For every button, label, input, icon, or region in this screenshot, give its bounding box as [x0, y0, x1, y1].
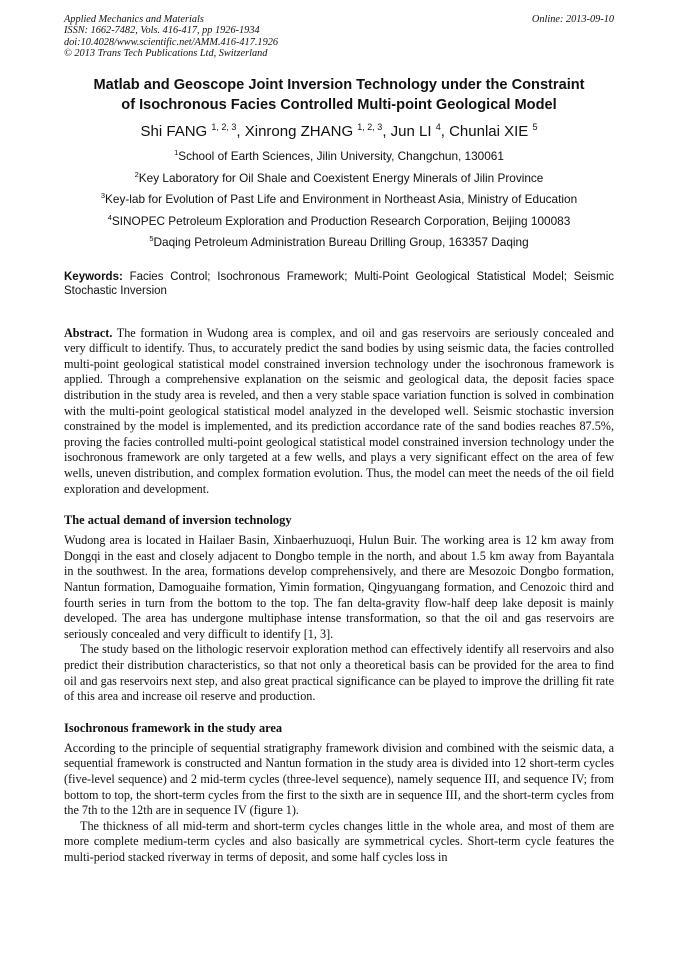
- affiliation: $^3$Key-lab for Evolution of Past Life and Environment in Northeast Asia, Ministry of Education: [100, 191, 578, 207]
- copyright-line: © 2013 Trans Tech Publications Ltd, Switzerland: [64, 47, 268, 59]
- doi-line: doi:10.4028/www.scientific.net/AMM.416-417.1926: [64, 36, 279, 48]
- issn-line: ISSN: 1662-7482, Vols. 416-417, pp 1926-1934: [64, 25, 260, 37]
- author-affiliation-marker: 1, 2, 3: [357, 122, 383, 133]
- author-affiliation-marker: 1, 2, 3: [211, 122, 237, 133]
- author-name: Xinrong ZHANG: [244, 123, 354, 141]
- keywords-label: Keywords:: [64, 270, 123, 283]
- journal-name: Applied Mechanics and Materials: [64, 14, 204, 25]
- section-heading: The actual demand of inversion technology: [64, 513, 292, 528]
- affiliation: $^2$Key Laboratory for Oil Shale and Coexistent Energy Minerals of Jilin Province: [134, 169, 544, 185]
- abstract: [64, 326, 614, 498]
- author-name: Jun LI: [390, 123, 432, 141]
- abstract-label: Abstract.: [64, 325, 113, 340]
- keywords: [64, 270, 614, 299]
- body-paragraph: According to the principle of sequential stratigraphy framework division and combined with the seismic data, a sequential framework is constructed and Nantun formation in the study area is divided into 12 short-term cycles (five-level sequence) and 2 mid-term cycles (three-level sequence), namely sequence III, and sequence IV; from bottom to top, the short-term cycles from the first to the sixth are in sequence III, and the short-term cycles from the 7th to the 12th are in sequence IV (figure 1).: [64, 740, 614, 818]
- paper-title: [64, 75, 614, 115]
- author-list: Shi FANG $^{1, 2, 3}$, Xinrong ZHANG $^{1, 2, 3}$, Jun LI $^4$, Chunlai XIE $^5$: [140, 122, 538, 141]
- body-paragraph: The thickness of all mid-term and short-term cycles changes little in the whole area, and most of them are more complete medium-term cycles and also basically are symmetrical cycles. Short-term cycle features the multi-period stacked riverway in terms of deposit, and some half cycles loss in: [64, 818, 614, 864]
- online-date: Online: 2013-09-10: [531, 14, 614, 25]
- body-paragraph: Wudong area is located in Hailaer Basin, Xinbaerhuzuoqi, Hulun Buir. The working area is 12 km away from Dongqi in the east and closely adjacent to Dongbo temple in the north, and about 1.5 km away from Bayantala in the southwest. In the area, formations develop comprehensively, and there are Mesozoic Dongbo formation, Nantun formation, Damoguaihe formation, Yimin formation, Qingyuangang formation, and Cenozoic third and fourth series in turn from the bottom to the top. The fan delta-gravity flow-half deep lake deposit is mainly developed. The area has undergone multiphase intense transformation, so that the oil and gas reservoirs are seriously concealed and very difficult to identify [1, 3].: [64, 533, 614, 641]
- affiliation-list: [64, 146, 614, 254]
- journal-header: [64, 14, 614, 59]
- author-name: Chunlai XIE: [449, 123, 529, 141]
- author-affiliation-marker: 4: [435, 122, 441, 133]
- keywords-text: Facies Control; Isochronous Framework; Multi-Point Geological Statistical Model; Seismic Stochastic Inversion: [64, 270, 614, 298]
- title-line-2: of Isochronous Facies Controlled Multi-point Geological Model: [121, 97, 557, 114]
- author-name: Shi FANG: [140, 123, 208, 141]
- body-paragraph: The study based on the lithologic reservoir exploration method can effectively identify all reservoirs and also predict their distribution characteristics, so that not only a theoretical basis can be provided for the area to find oil and gas reservoirs next step, and also great practical significance can be played to improve the drilling fit rate of this area and increase oil reserve and production.: [64, 642, 614, 704]
- affiliation: $^5$Daqing Petroleum Administration Bureau Drilling Group, 163357 Daqing: [149, 234, 529, 250]
- affiliation: $^4$SINOPEC Petroleum Exploration and Production Research Corporation, Beijing 100083: [107, 212, 571, 228]
- affiliation: $^1$School of Earth Sciences, Jilin University, Changchun, 130061: [174, 148, 504, 164]
- abstract-text: The formation in Wudong area is complex, and oil and gas reservoirs are seriously concealed and very difficult to identify. Thus, to accurately predict the sand bodies by using seismic data, the facies controlled multi-point geological statistical model constrained inversion technology under the isochronous framework is applied. Through a comprehensive explanation on the seismic and geological data, the deposit facies space distribution in the study area is reveled, and then a very stable space variation function is solved in combination with the multi-point geological statistical model analyzed in the developed well. Seismic stochastic inversion constrained by the model is implemented, and its prediction accordance rate of the sand bodies reaches 87.5%, proving the facies controlled multi-point geological statistical model constrained inversion technology under the isochronous framework are only targeted at a few wells, and plays a very significant effect on the area of few wells, uneven distribution, and complex formation evolution. Thus, the model can meet the needs of the oil field exploration and development.: [64, 325, 614, 496]
- author-affiliation-marker: 5: [532, 122, 538, 133]
- title-line-1: Matlab and Geoscope Joint Inversion Technology under the Constraint: [93, 77, 585, 94]
- paper-page: [64, 14, 614, 866]
- section-heading: Isochronous framework in the study area: [64, 720, 283, 735]
